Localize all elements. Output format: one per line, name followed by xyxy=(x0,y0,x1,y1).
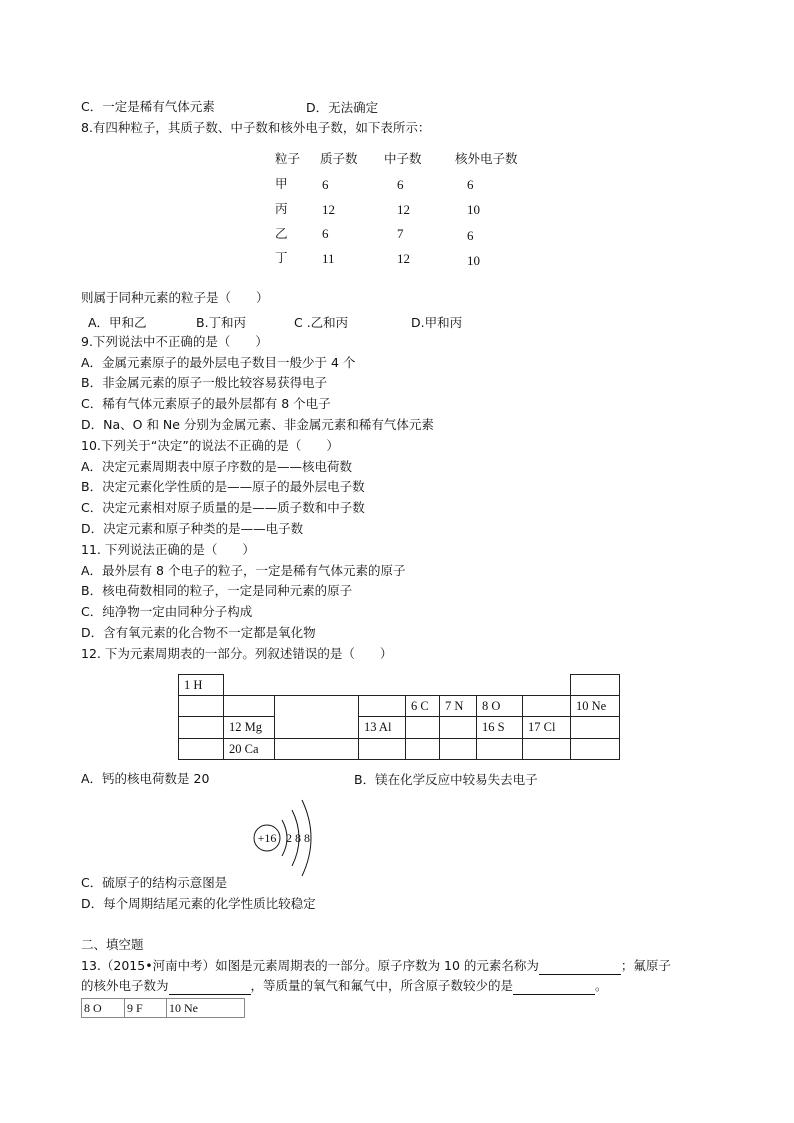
cell-empty xyxy=(439,716,477,739)
cell-empty xyxy=(223,695,275,717)
q9-stem: 9.下列说法中不正确的是（ ） xyxy=(81,334,268,349)
cell-magnesium: 12 Mg xyxy=(223,716,275,739)
cell-empty xyxy=(405,716,440,739)
particle-row-neutrons: 7 xyxy=(397,226,404,241)
q7-option-c: C．一定是稀有气体元素 xyxy=(81,99,215,114)
particle-row-name: 甲 xyxy=(275,176,288,191)
cell-fluorine: 9 F xyxy=(124,998,167,1018)
q9-option-c: C．稀有气体元素原子的最外层都有 8 个电子 xyxy=(81,396,331,411)
particle-row-electrons: 10 xyxy=(467,202,480,217)
particle-row-electrons: 10 xyxy=(467,253,480,268)
q12-option-c: C．硫原子的结构示意图是 xyxy=(81,875,228,890)
q12-option-a: A．钙的核电荷数是 20 xyxy=(81,771,210,786)
particle-row-electrons: 6 xyxy=(467,177,474,192)
q8-question: 则属于同种元素的粒子是（ ） xyxy=(81,290,269,305)
answer-blank[interactable] xyxy=(169,980,251,995)
cell-chlorine: 17 Cl xyxy=(522,716,571,739)
q11-option-c: C．纯净物一定由同种分子构成 xyxy=(81,604,253,619)
cell-empty xyxy=(358,695,406,717)
cell-neon: 10 Ne xyxy=(166,998,245,1018)
q9-option-b: B．非金属元素的原子一般比较容易获得电子 xyxy=(81,375,328,390)
q10-stem: 10.下列关于“决定”的说法不正确的是（ ） xyxy=(81,438,339,453)
q10-option-c: C．决定元素相对原子质量的是——质子数和中子数 xyxy=(81,500,365,515)
nucleus-charge: +16 xyxy=(257,831,277,845)
q11-option-b: B．核电荷数相同的粒子，一定是同种元素的原子 xyxy=(81,583,353,598)
particle-row-name: 丙 xyxy=(275,201,288,216)
cell-empty xyxy=(178,716,224,739)
cell-empty xyxy=(405,738,440,760)
q13-text: ；氟原子 xyxy=(620,958,671,973)
cell-sulfur: 16 S xyxy=(476,716,523,739)
particle-table-header-particle: 粒子 xyxy=(275,151,301,166)
q8-option-a: A．甲和乙 xyxy=(88,315,147,330)
cell-hydrogen: 1 H xyxy=(178,674,224,696)
q8-stem: 8.有四种粒子，其质子数、中子数和核外电子数，如下表所示： xyxy=(81,120,431,135)
q13-line-2 xyxy=(81,977,608,995)
cell-empty xyxy=(439,738,477,760)
q9-option-d: D．Na、O 和 Ne 分别为金属元素、非金属元素和稀有气体元素 xyxy=(81,417,434,432)
particle-row-neutrons: 12 xyxy=(397,251,410,266)
cell-empty xyxy=(570,716,620,739)
q13-text: 13.（2015•河南中考）如图是元素周期表的一部分。原子序数为 10 的元素名称为 xyxy=(81,958,539,973)
q13-element-table xyxy=(81,998,245,1018)
particle-row-protons: 6 xyxy=(322,226,329,241)
q10-option-b: B．决定元素化学性质的是——原子的最外层电子数 xyxy=(81,479,365,494)
q8-option-b: B.丁和丙 xyxy=(196,315,247,330)
q12-option-b: B．镁在化学反应中较易失去电子 xyxy=(354,772,538,787)
cell-empty xyxy=(522,738,571,760)
q11-option-d: D．含有氧元素的化合物不一定都是氧化物 xyxy=(81,625,316,640)
particle-row-name: 丁 xyxy=(275,250,288,265)
table-rule xyxy=(223,695,571,696)
particle-table-header-neutrons: 中子数 xyxy=(384,151,422,166)
particle-row-protons: 6 xyxy=(322,177,329,192)
cell-empty xyxy=(178,695,224,717)
q13-line-1 xyxy=(81,957,671,975)
q12-option-d: D．每个周期结尾元素的化学性质比较稳定 xyxy=(81,896,316,911)
q13-text: 的核外电子数为 xyxy=(81,978,169,993)
answer-blank[interactable] xyxy=(513,980,595,995)
cell-oxygen: 8 O xyxy=(81,998,125,1018)
cell-nitrogen: 7 N xyxy=(439,695,477,717)
answer-blank[interactable] xyxy=(539,960,621,975)
cell-carbon: 6 C xyxy=(405,695,440,717)
cell-calcium: 20 Ca xyxy=(223,738,275,760)
q11-stem: 11. 下列说法正确的是（ ） xyxy=(81,542,255,557)
cell-empty xyxy=(522,695,571,717)
periodic-table-fragment xyxy=(178,674,620,760)
cell-empty xyxy=(178,738,224,760)
particle-row-protons: 11 xyxy=(322,251,335,266)
q10-option-d: D．决定元素和原子种类的是——电子数 xyxy=(81,521,304,536)
cell-neon: 10 Ne xyxy=(570,695,620,717)
cell-oxygen: 8 O xyxy=(476,695,523,717)
q8-option-c: C .乙和丙 xyxy=(294,315,349,330)
cell-empty xyxy=(570,674,620,696)
particle-row-neutrons: 6 xyxy=(397,177,404,192)
cell-empty xyxy=(476,738,523,760)
q8-option-d: D.甲和丙 xyxy=(411,315,463,330)
particle-table-header-protons: 质子数 xyxy=(320,151,358,166)
q12-stem: 12. 下为元素周期表的一部分。列叙述错误的是（ ） xyxy=(81,646,393,661)
particle-row-electrons: 6 xyxy=(467,228,474,243)
q9-option-a: A．金属元素原子的最外层电子数目一般少于 4 个 xyxy=(81,355,356,370)
cell-aluminium: 13 Al xyxy=(358,716,406,739)
cell-empty xyxy=(358,738,406,760)
electron-shells: 2 8 8 xyxy=(286,831,310,845)
q11-option-a: A．最外层有 8 个电子的粒子，一定是稀有气体元素的原子 xyxy=(81,563,406,578)
particle-table-header-electrons: 核外电子数 xyxy=(455,151,518,166)
cell-empty xyxy=(274,738,359,760)
q7-option-d: D．无法确定 xyxy=(306,100,379,115)
cell-empty xyxy=(570,738,620,760)
particle-row-neutrons: 12 xyxy=(397,202,410,217)
q13-text: 。 xyxy=(595,978,608,993)
q13-text: ，等质量的氧气和氟气中，所含原子数较少的是 xyxy=(250,978,514,993)
section-title: 二、填空题 xyxy=(81,937,144,952)
q10-option-a: A．决定元素周期表中原子序数的是——核电荷数 xyxy=(81,459,353,474)
particle-row-name: 乙 xyxy=(275,226,288,241)
particle-row-protons: 12 xyxy=(322,202,335,217)
sulfur-atom-diagram xyxy=(248,790,338,880)
